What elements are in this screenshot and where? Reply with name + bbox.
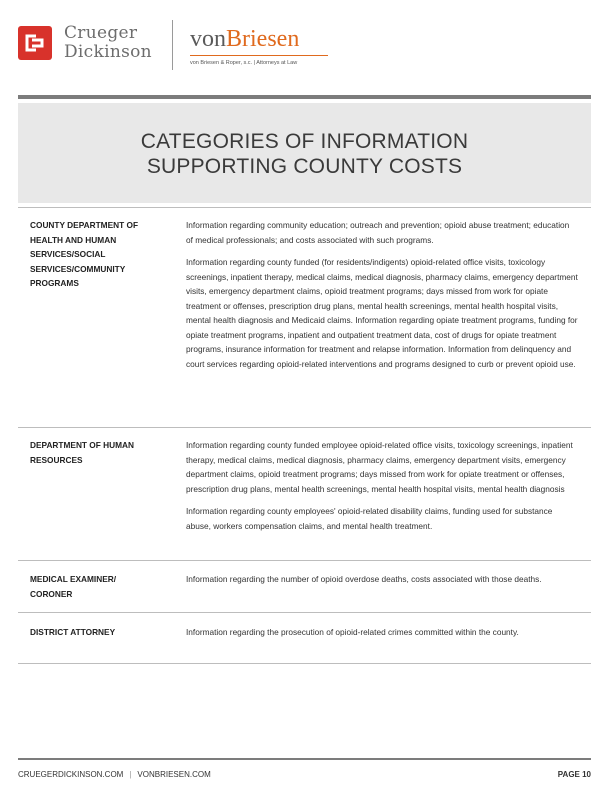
footer-separator: | [129,770,132,779]
table-rule [18,427,591,428]
von-briesen-logo [190,26,328,66]
logo-divider [172,20,173,70]
crueger-dickinson-name [64,24,152,62]
title-band [18,103,591,203]
row-paragraph: Information regarding community education; outreach and prevention; opioid abuse treatment; education of medical professionals; and costs associated with such programs. [186,220,570,245]
table-rule [18,663,591,664]
footer-link-cruegerdickinson[interactable]: CRUEGERDICKINSON.COM [18,770,124,779]
page-title [18,129,591,179]
row-paragraph: Information regarding the number of opioid overdose deaths, costs associated with those deaths. [186,574,542,584]
row-paragraph: Information regarding county employees' opioid-related disability claims, funding used for substance abuse, workers compensation claims, and mental health treatment. [186,506,553,531]
von-briesen-name [190,26,328,52]
row-description [186,625,578,648]
footer-link-vonbriesen[interactable]: VONBRIESEN.COM [137,770,211,779]
crueger-dickinson-logo [18,24,152,62]
row-paragraph: Information regarding county funded employee opioid-related office visits, toxicology screenings, inpatient therapy, medical claims, medical diagnosis, pharmacy claims, emergency department visits, emergency department claims, opioid treatment programs; days missed from work for opiate treatment or offenses, prescription drug plans, mental health screenings, mental health hospital visits, mental health diagnosis [186,440,573,494]
footer-rule [18,758,591,760]
von-briesen-briesen: Briesen [226,26,300,52]
von-briesen-subtitle: von Briesen & Roper, s.c. | Attorneys at Law [190,60,298,66]
page-title-line2: SUPPORTING COUNTY COSTS [146,155,463,178]
page-header [0,0,612,90]
row-description [186,572,578,595]
row-category: COUNTY DEPARTMENT OF HEALTH AND HUMAN SERVICES/SOCIAL SERVICES/COMMUNITY PROGRAMS [30,220,139,288]
title-top-bar [18,95,591,99]
row-category: DEPARTMENT OF HUMAN RESOURCES [30,440,135,465]
footer-links [18,770,211,779]
row-paragraph: Information regarding county funded (for residents/indigents) opioid-related office visits, toxicology screenings, inpatient therapy, medical claims, medical diagnosis, pharmacy claims, emergency department visits, emergency department claims, opioid treatment programs; days missed from work for opiate treatment or offenses, prescription drug plans, mental health screenings, mental health hospital visits, mental health diagnosis and Medicaid claims. Information regarding opiate treatment programs, funding for opiate treatment programs, inpatient and outpatient treatment data, cost of drugs for opiate treatment programs, insurance information for treatment and relapse information. Information from delinquency and court services regarding opioid-related interventions and programs designed to curb or prevent opioid use. [186,257,578,369]
crueger-dickinson-line2: Dickinson [64,42,152,62]
page-number: PAGE 10 [557,770,591,779]
table-rule [18,612,591,613]
row-category: MEDICAL EXAMINER/ CORONER [30,574,117,599]
crueger-dickinson-mark-icon [18,26,52,60]
table-rule [18,207,591,208]
row-paragraph: Information regarding the prosecution of opioid-related crimes committed within the county. [186,627,519,637]
table-rule [18,560,591,561]
von-briesen-underline [190,55,328,56]
row-description [186,438,578,541]
page-title-line1: CATEGORIES OF INFORMATION [140,130,469,153]
row-category: DISTRICT ATTORNEY [30,627,116,637]
von-briesen-von: von [190,26,226,52]
row-description [186,218,578,379]
crueger-dickinson-line1: Crueger [64,23,138,43]
